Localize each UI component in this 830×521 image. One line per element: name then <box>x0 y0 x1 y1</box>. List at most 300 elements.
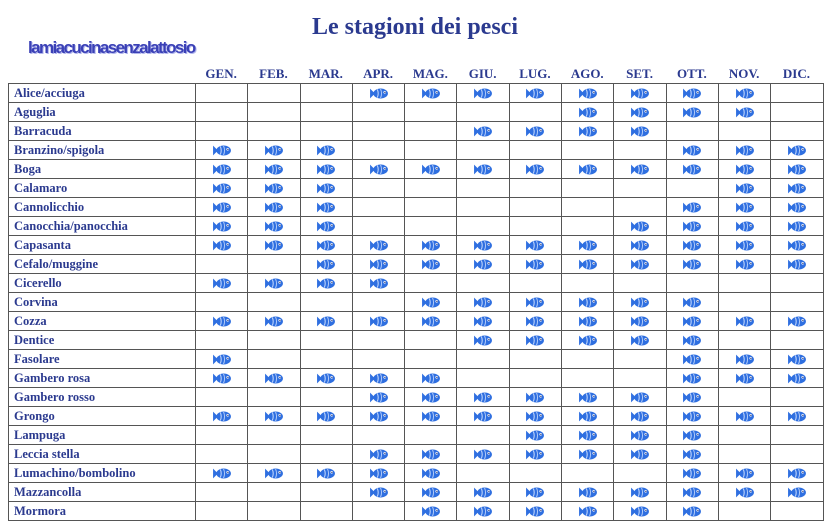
season-cell <box>509 350 561 369</box>
season-cell <box>771 198 823 217</box>
season-cell <box>457 84 509 103</box>
season-cell <box>300 331 352 350</box>
season-cell <box>562 312 614 331</box>
season-cell <box>614 445 666 464</box>
fish-icon <box>578 391 598 404</box>
fish-icon <box>473 296 493 309</box>
table-row <box>9 483 824 502</box>
fish-icon <box>787 315 807 328</box>
month-header <box>0 66 830 82</box>
season-cell <box>666 198 718 217</box>
fish-icon <box>787 467 807 480</box>
season-cell <box>352 407 404 426</box>
season-cell <box>196 160 248 179</box>
month-header-cell: OTT. <box>676 66 707 81</box>
fish-icon <box>735 467 755 480</box>
season-cell <box>352 426 404 445</box>
fish-icon <box>316 315 336 328</box>
season-cell <box>196 217 248 236</box>
fish-icon <box>421 410 441 423</box>
season-cell <box>666 445 718 464</box>
season-cell <box>562 160 614 179</box>
season-cell <box>771 103 823 122</box>
season-cell <box>666 331 718 350</box>
season-cell <box>771 369 823 388</box>
season-cell <box>196 312 248 331</box>
season-cell <box>509 407 561 426</box>
season-cell <box>248 160 300 179</box>
fish-icon <box>264 182 284 195</box>
season-cell <box>196 141 248 160</box>
season-cell <box>666 103 718 122</box>
season-cell <box>300 236 352 255</box>
season-cell <box>457 407 509 426</box>
fish-icon <box>630 106 650 119</box>
season-cell <box>196 407 248 426</box>
fish-icon <box>212 239 232 252</box>
season-cell <box>614 274 666 293</box>
season-cell <box>771 255 823 274</box>
season-cell <box>352 502 404 521</box>
month-header-cell: SET. <box>626 66 653 81</box>
fish-name: Dentice <box>9 331 196 350</box>
season-cell <box>771 274 823 293</box>
season-cell <box>718 483 770 502</box>
season-cell <box>614 103 666 122</box>
fish-icon <box>630 429 650 442</box>
season-cell <box>352 217 404 236</box>
season-cell <box>248 274 300 293</box>
season-cell <box>196 369 248 388</box>
season-cell <box>196 293 248 312</box>
season-cell <box>562 483 614 502</box>
fish-icon <box>212 182 232 195</box>
fish-icon <box>212 144 232 157</box>
season-cell <box>405 502 457 521</box>
season-cell <box>771 179 823 198</box>
season-cell <box>300 141 352 160</box>
table-row <box>9 84 824 103</box>
season-cell <box>405 312 457 331</box>
season-cell <box>405 369 457 388</box>
season-cell <box>457 179 509 198</box>
season-cell <box>562 331 614 350</box>
season-cell <box>771 122 823 141</box>
fish-icon <box>316 277 336 290</box>
month-header-cell: GIU. <box>468 66 497 81</box>
fish-icon <box>682 505 702 518</box>
season-cell <box>300 426 352 445</box>
season-cell <box>457 464 509 483</box>
fish-icon <box>264 239 284 252</box>
fish-icon <box>264 201 284 214</box>
season-cell <box>509 312 561 331</box>
fish-icon <box>630 125 650 138</box>
fish-icon <box>735 201 755 214</box>
season-cell <box>405 274 457 293</box>
season-cell <box>666 255 718 274</box>
season-cell <box>509 293 561 312</box>
fish-icon <box>682 467 702 480</box>
fish-icon <box>578 486 598 499</box>
season-cell <box>352 464 404 483</box>
season-cell <box>300 350 352 369</box>
season-cell <box>509 369 561 388</box>
fish-icon <box>421 391 441 404</box>
fish-season-table <box>8 83 824 521</box>
season-cell <box>196 483 248 502</box>
table-row <box>9 274 824 293</box>
month-header-cell: APR. <box>363 66 394 81</box>
season-cell <box>300 407 352 426</box>
fish-icon <box>525 410 545 423</box>
season-cell <box>509 122 561 141</box>
season-cell <box>509 84 561 103</box>
fish-icon <box>525 125 545 138</box>
table-row <box>9 122 824 141</box>
season-cell <box>562 464 614 483</box>
fish-icon <box>212 220 232 233</box>
fish-icon <box>316 372 336 385</box>
table-row <box>9 464 824 483</box>
fish-icon <box>525 163 545 176</box>
fish-icon <box>473 258 493 271</box>
fish-icon <box>787 201 807 214</box>
season-cell <box>248 255 300 274</box>
month-header-cell: NOV. <box>728 66 760 81</box>
table-row <box>9 236 824 255</box>
table-row <box>9 217 824 236</box>
fish-icon <box>682 429 702 442</box>
season-cell <box>352 103 404 122</box>
fish-icon <box>735 220 755 233</box>
fish-icon <box>525 429 545 442</box>
season-cell <box>562 179 614 198</box>
fish-icon <box>787 486 807 499</box>
season-cell <box>614 369 666 388</box>
fish-icon <box>787 144 807 157</box>
season-cell <box>666 141 718 160</box>
fish-icon <box>369 448 389 461</box>
fish-icon <box>212 201 232 214</box>
table-row <box>9 103 824 122</box>
season-cell <box>352 274 404 293</box>
season-cell <box>352 388 404 407</box>
fish-icon <box>682 239 702 252</box>
season-cell <box>405 464 457 483</box>
season-cell <box>718 312 770 331</box>
fish-icon <box>473 87 493 100</box>
season-cell <box>718 179 770 198</box>
season-cell <box>248 312 300 331</box>
season-cell <box>300 84 352 103</box>
season-cell <box>248 236 300 255</box>
season-cell <box>248 293 300 312</box>
season-cell <box>457 255 509 274</box>
season-cell <box>771 464 823 483</box>
month-header-cell: MAG. <box>412 66 448 81</box>
fish-icon <box>421 467 441 480</box>
season-cell <box>771 331 823 350</box>
season-cell <box>771 84 823 103</box>
watermark-logo: lamiacucinasenzalattosio <box>28 38 195 57</box>
fish-name: Cicerello <box>9 274 196 293</box>
season-cell <box>614 293 666 312</box>
fish-icon <box>578 315 598 328</box>
fish-icon <box>316 410 336 423</box>
fish-icon <box>787 353 807 366</box>
season-cell <box>300 388 352 407</box>
season-cell <box>718 103 770 122</box>
season-cell <box>771 502 823 521</box>
fish-icon <box>264 410 284 423</box>
table-row <box>9 502 824 521</box>
fish-name: Aguglia <box>9 103 196 122</box>
season-cell <box>248 179 300 198</box>
season-cell <box>509 236 561 255</box>
season-cell <box>562 407 614 426</box>
table-row <box>9 331 824 350</box>
fish-icon <box>578 448 598 461</box>
season-cell <box>562 274 614 293</box>
fish-icon <box>421 315 441 328</box>
fish-icon <box>316 144 336 157</box>
fish-icon <box>473 334 493 347</box>
season-cell <box>666 274 718 293</box>
fish-icon <box>578 258 598 271</box>
fish-icon <box>630 448 650 461</box>
season-cell <box>248 388 300 407</box>
season-cell <box>718 160 770 179</box>
fish-name: Barracuda <box>9 122 196 141</box>
fish-icon <box>682 106 702 119</box>
fish-icon <box>421 163 441 176</box>
fish-icon <box>735 353 755 366</box>
fish-icon <box>212 315 232 328</box>
fish-icon <box>316 239 336 252</box>
table-row <box>9 160 824 179</box>
fish-icon <box>630 410 650 423</box>
fish-name: Canocchia/panocchia <box>9 217 196 236</box>
fish-icon <box>630 296 650 309</box>
fish-icon <box>525 486 545 499</box>
season-cell <box>196 236 248 255</box>
fish-icon <box>369 391 389 404</box>
fish-icon <box>264 277 284 290</box>
fish-icon <box>578 296 598 309</box>
season-cell <box>457 160 509 179</box>
season-cell <box>405 141 457 160</box>
season-cell <box>300 160 352 179</box>
fish-icon <box>212 277 232 290</box>
fish-icon <box>473 448 493 461</box>
fish-icon <box>787 372 807 385</box>
season-cell <box>614 217 666 236</box>
table-row <box>9 388 824 407</box>
fish-icon <box>787 220 807 233</box>
season-cell <box>614 198 666 217</box>
season-cell <box>666 293 718 312</box>
season-cell <box>196 103 248 122</box>
season-cell <box>666 350 718 369</box>
fish-icon <box>630 505 650 518</box>
fish-icon <box>473 239 493 252</box>
season-cell <box>196 388 248 407</box>
season-cell <box>614 502 666 521</box>
season-cell <box>509 464 561 483</box>
season-cell <box>405 122 457 141</box>
season-cell <box>509 445 561 464</box>
season-cell <box>457 274 509 293</box>
season-cell <box>300 217 352 236</box>
season-cell <box>196 179 248 198</box>
table-row <box>9 426 824 445</box>
fish-icon <box>682 258 702 271</box>
season-cell <box>457 483 509 502</box>
season-cell <box>509 388 561 407</box>
season-cell <box>562 426 614 445</box>
season-cell <box>509 255 561 274</box>
fish-name: Gambero rosso <box>9 388 196 407</box>
table-row <box>9 369 824 388</box>
month-header-cell: AGO. <box>570 66 604 81</box>
season-cell <box>771 141 823 160</box>
table-row <box>9 350 824 369</box>
fish-icon <box>212 163 232 176</box>
season-cell <box>509 179 561 198</box>
fish-icon <box>735 182 755 195</box>
season-cell <box>718 255 770 274</box>
season-cell <box>562 84 614 103</box>
season-cell <box>666 312 718 331</box>
season-cell <box>771 236 823 255</box>
fish-icon <box>212 372 232 385</box>
season-cell <box>352 236 404 255</box>
fish-icon <box>369 372 389 385</box>
season-cell <box>718 84 770 103</box>
fish-icon <box>421 87 441 100</box>
season-cell <box>614 426 666 445</box>
season-cell <box>614 331 666 350</box>
season-cell <box>666 236 718 255</box>
fish-icon <box>735 163 755 176</box>
season-cell <box>614 464 666 483</box>
season-cell <box>457 350 509 369</box>
fish-icon <box>682 448 702 461</box>
page-title: Le stagioni dei pesci <box>311 14 518 40</box>
season-cell <box>196 255 248 274</box>
fish-icon <box>212 353 232 366</box>
fish-icon <box>473 410 493 423</box>
season-cell <box>300 445 352 464</box>
fish-name: Lumachino/bombolino <box>9 464 196 483</box>
season-cell <box>666 369 718 388</box>
season-cell <box>666 84 718 103</box>
fish-icon <box>787 258 807 271</box>
season-cell <box>352 84 404 103</box>
season-cell <box>457 122 509 141</box>
season-cell <box>562 255 614 274</box>
season-cell <box>457 388 509 407</box>
fish-icon <box>316 182 336 195</box>
fish-icon <box>264 467 284 480</box>
fish-icon <box>316 220 336 233</box>
fish-icon <box>264 144 284 157</box>
fish-icon <box>578 429 598 442</box>
season-cell <box>405 388 457 407</box>
season-cell <box>509 160 561 179</box>
season-cell <box>352 141 404 160</box>
season-cell <box>509 502 561 521</box>
season-cell <box>614 179 666 198</box>
season-cell <box>666 426 718 445</box>
season-cell <box>771 407 823 426</box>
season-cell <box>248 198 300 217</box>
season-cell <box>405 198 457 217</box>
season-cell <box>666 179 718 198</box>
fish-icon <box>525 391 545 404</box>
season-cell <box>300 179 352 198</box>
season-cell <box>666 464 718 483</box>
season-cell <box>352 160 404 179</box>
fish-icon <box>578 239 598 252</box>
season-cell <box>352 122 404 141</box>
season-cell <box>771 483 823 502</box>
season-cell <box>248 445 300 464</box>
season-cell <box>352 198 404 217</box>
fish-icon <box>473 125 493 138</box>
fish-name: Leccia stella <box>9 445 196 464</box>
season-cell <box>457 445 509 464</box>
fish-icon <box>682 201 702 214</box>
season-cell <box>405 84 457 103</box>
fish-icon <box>682 334 702 347</box>
season-cell <box>405 255 457 274</box>
fish-icon <box>630 315 650 328</box>
season-cell <box>352 369 404 388</box>
season-cell <box>352 350 404 369</box>
season-cell <box>248 141 300 160</box>
season-cell <box>718 388 770 407</box>
season-cell <box>196 445 248 464</box>
table-row <box>9 198 824 217</box>
season-cell <box>248 84 300 103</box>
season-cell <box>562 350 614 369</box>
fish-icon <box>369 410 389 423</box>
season-cell <box>405 103 457 122</box>
season-cell <box>196 502 248 521</box>
month-header-cell: MAR. <box>308 66 343 81</box>
season-cell <box>248 122 300 141</box>
season-cell <box>666 160 718 179</box>
fish-name: Mazzancolla <box>9 483 196 502</box>
season-cell <box>562 293 614 312</box>
season-cell <box>562 217 614 236</box>
fish-icon <box>421 486 441 499</box>
season-cell <box>614 160 666 179</box>
fish-icon <box>630 258 650 271</box>
fish-icon <box>369 467 389 480</box>
season-cell <box>718 445 770 464</box>
season-cell <box>196 198 248 217</box>
fish-icon <box>735 106 755 119</box>
season-cell <box>771 350 823 369</box>
season-cell <box>196 350 248 369</box>
season-cell <box>405 179 457 198</box>
season-cell <box>457 236 509 255</box>
season-cell <box>248 217 300 236</box>
season-cell <box>771 426 823 445</box>
